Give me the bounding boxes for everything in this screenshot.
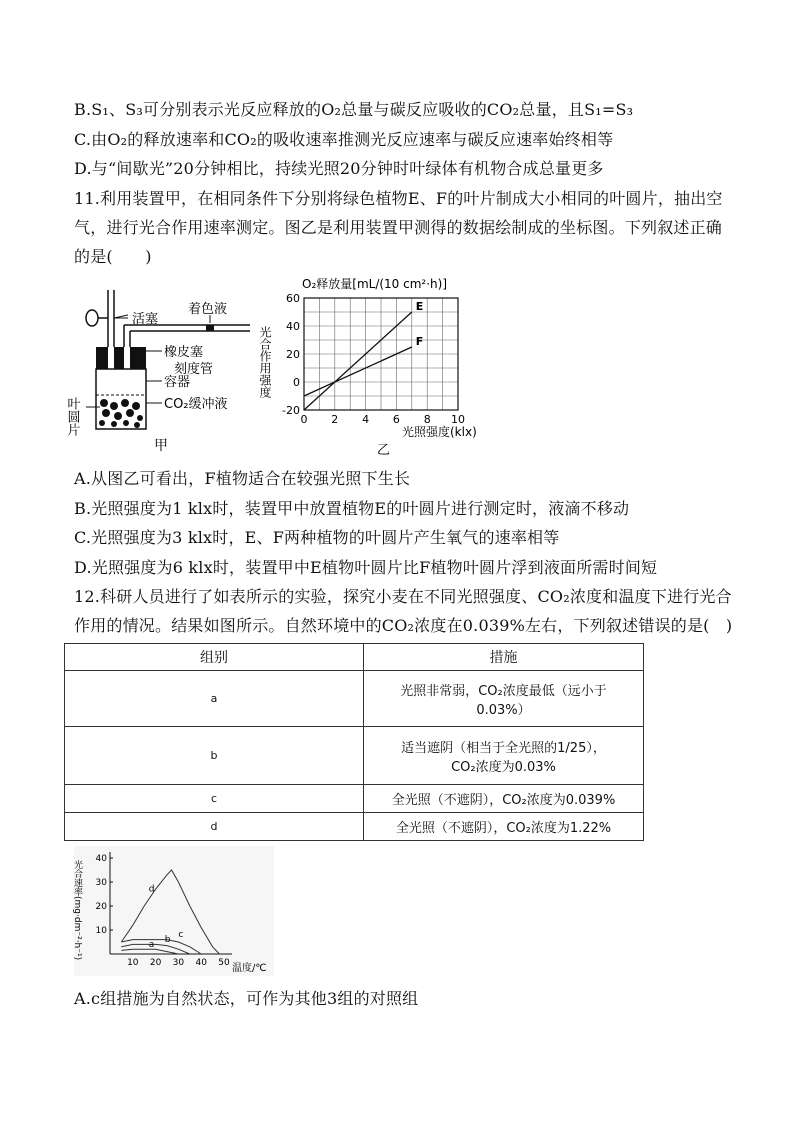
series-label-F: F <box>415 335 424 348</box>
chart2-xlabel: 温度/℃ <box>232 963 267 974</box>
question-11-line-1: 11.利用装置甲，在相同条件下分别将绿色植物E、F的叶片制成大小相同的叶圆片，抽出空 <box>74 189 723 208</box>
series-line-F <box>304 347 412 396</box>
dye-droplet <box>206 325 214 331</box>
x-tick-label: 6 <box>392 413 400 426</box>
option-c-q10: C.由O₂的释放速率和CO₂的吸收速率推测光反应速率与碳反应速率始终相等 <box>74 130 614 149</box>
x-tick-label: 8 <box>423 413 431 426</box>
series-label-b: b <box>164 935 171 945</box>
question-11-option-b: B.光照强度为1 klx时，装置甲中放置植物E的叶圆片进行测定时，液滴不移动 <box>74 499 630 518</box>
x-tick-label: 40 <box>195 958 207 968</box>
table-row <box>65 671 644 727</box>
x-tick-label: 10 <box>127 958 139 968</box>
chart1-xlabel: 光照强度(klx) <box>402 425 477 439</box>
series-label-E: E <box>415 300 424 313</box>
series-line-c <box>121 940 201 954</box>
y-tick-label: 40 <box>286 320 300 333</box>
table-cell-group: b <box>65 727 364 785</box>
question-12-option-a: A.c组措施为自然状态，可作为其他3组的对照组 <box>74 989 419 1008</box>
chart2-ylabel: 光合速率(mg·dm⁻²·h⁻¹) <box>72 860 82 961</box>
tube-label: 刻度管 <box>174 362 214 377</box>
leaf-discs <box>99 399 143 428</box>
option-b-q10: B.S₁、S₃可分别表示光反应释放的O₂总量与碳反应吸收的CO₂总量，且S₁=S₃ <box>74 100 634 119</box>
x-tick-label: 50 <box>218 958 230 968</box>
series-line-a <box>121 949 178 954</box>
rubber-stopper <box>96 347 146 369</box>
question-11-line-2: 气，进行光合作用速率测定。图乙是利用装置甲测得的数据绘制成的坐标图。下列叙述正确 <box>74 218 723 237</box>
y-tick-label: 0 <box>293 376 300 389</box>
table-header-group: 组别 <box>65 644 364 671</box>
chart-light-oxygen <box>258 276 482 458</box>
table-cell-group: c <box>65 785 364 813</box>
x-tick-label: 4 <box>362 413 370 426</box>
y-tick-label: 10 <box>95 926 107 936</box>
piston-label: 活塞 <box>132 312 159 327</box>
y-tick-label: 20 <box>95 902 107 912</box>
piston-valve-icon <box>86 310 98 326</box>
y-tick-label: 60 <box>286 292 300 305</box>
question-11-option-c: C.光照强度为3 klx时，E、F两种植物的叶圆片产生氧气的速率相等 <box>74 528 560 547</box>
dye-label: 着色液 <box>188 302 228 317</box>
leaf-disc-label: 叶圆片 <box>64 397 80 436</box>
x-tick-label: 20 <box>149 958 162 968</box>
x-tick-label: 2 <box>331 413 339 426</box>
table-header-measure: 措施 <box>364 644 644 671</box>
x-tick-label: 0 <box>300 413 308 426</box>
question-11-option-a: A.从图乙可看出，F植物适合在较强光照下生长 <box>74 469 411 488</box>
table-cell-measure: 全光照（不遮阴），CO₂浓度为0.039% <box>364 785 644 813</box>
container-label: 容器 <box>164 375 191 390</box>
chart1-ylabel: 光合作用强度 <box>258 326 272 398</box>
measures-table <box>64 643 644 841</box>
y-tick-label: 30 <box>95 878 107 888</box>
chart-temperature-rate <box>74 846 274 976</box>
table-row <box>65 727 644 785</box>
x-tick-label: 30 <box>172 958 185 968</box>
chart1-caption: 乙 <box>377 443 391 458</box>
buffer-label: CO₂缓冲液 <box>164 397 228 412</box>
stopper-label: 橡皮塞 <box>164 345 204 360</box>
table-cell-measure: 适当遮阴（相当于全光照的1/25）， CO₂浓度为0.03% <box>364 727 644 785</box>
question-11-option-d: D.光照强度为6 klx时，装置甲中E植物叶圆片比F植物叶圆片浮到液面所需时间短 <box>74 558 658 577</box>
question-11-line-3: 的是( ) <box>74 247 152 266</box>
apparatus-caption: 甲 <box>154 438 168 454</box>
table-cell-group: a <box>65 671 364 727</box>
y-tick-label: -20 <box>282 404 300 417</box>
series-line-E <box>304 312 412 410</box>
series-label-c: c <box>178 930 184 941</box>
table-cell-measure: 光照非常弱，CO₂浓度最低（远小于 0.03%） <box>364 671 644 727</box>
y-tick-label: 20 <box>286 348 300 361</box>
x-tick-label: 10 <box>451 413 465 426</box>
y-tick-label: 40 <box>95 854 107 864</box>
chart1-title: O₂释放量[mL/(10 cm²·h)] <box>302 277 448 291</box>
question-12-line-1: 12.科研人员进行了如表所示的实验，探究小麦在不同光照强度、CO₂浓度和温度下进行光合 <box>74 587 732 606</box>
table-row <box>65 785 644 813</box>
table-cell-group: d <box>65 813 364 841</box>
series-label-d: d <box>148 884 155 895</box>
table-row <box>65 813 644 841</box>
option-d-q10: D.与“间歇光”20分钟相比，持续光照20分钟时叶绿体有机物合成总量更多 <box>74 159 604 178</box>
series-label-a: a <box>148 939 155 950</box>
apparatus-figure <box>64 285 270 460</box>
table-cell-measure: 全光照（不遮阴），CO₂浓度为1.22% <box>364 813 644 841</box>
question-12-line-2: 作用的情况。结果如图所示。自然环境中的CO₂浓度在0.039%左右，下列叙述错误的是( ) <box>74 616 733 635</box>
